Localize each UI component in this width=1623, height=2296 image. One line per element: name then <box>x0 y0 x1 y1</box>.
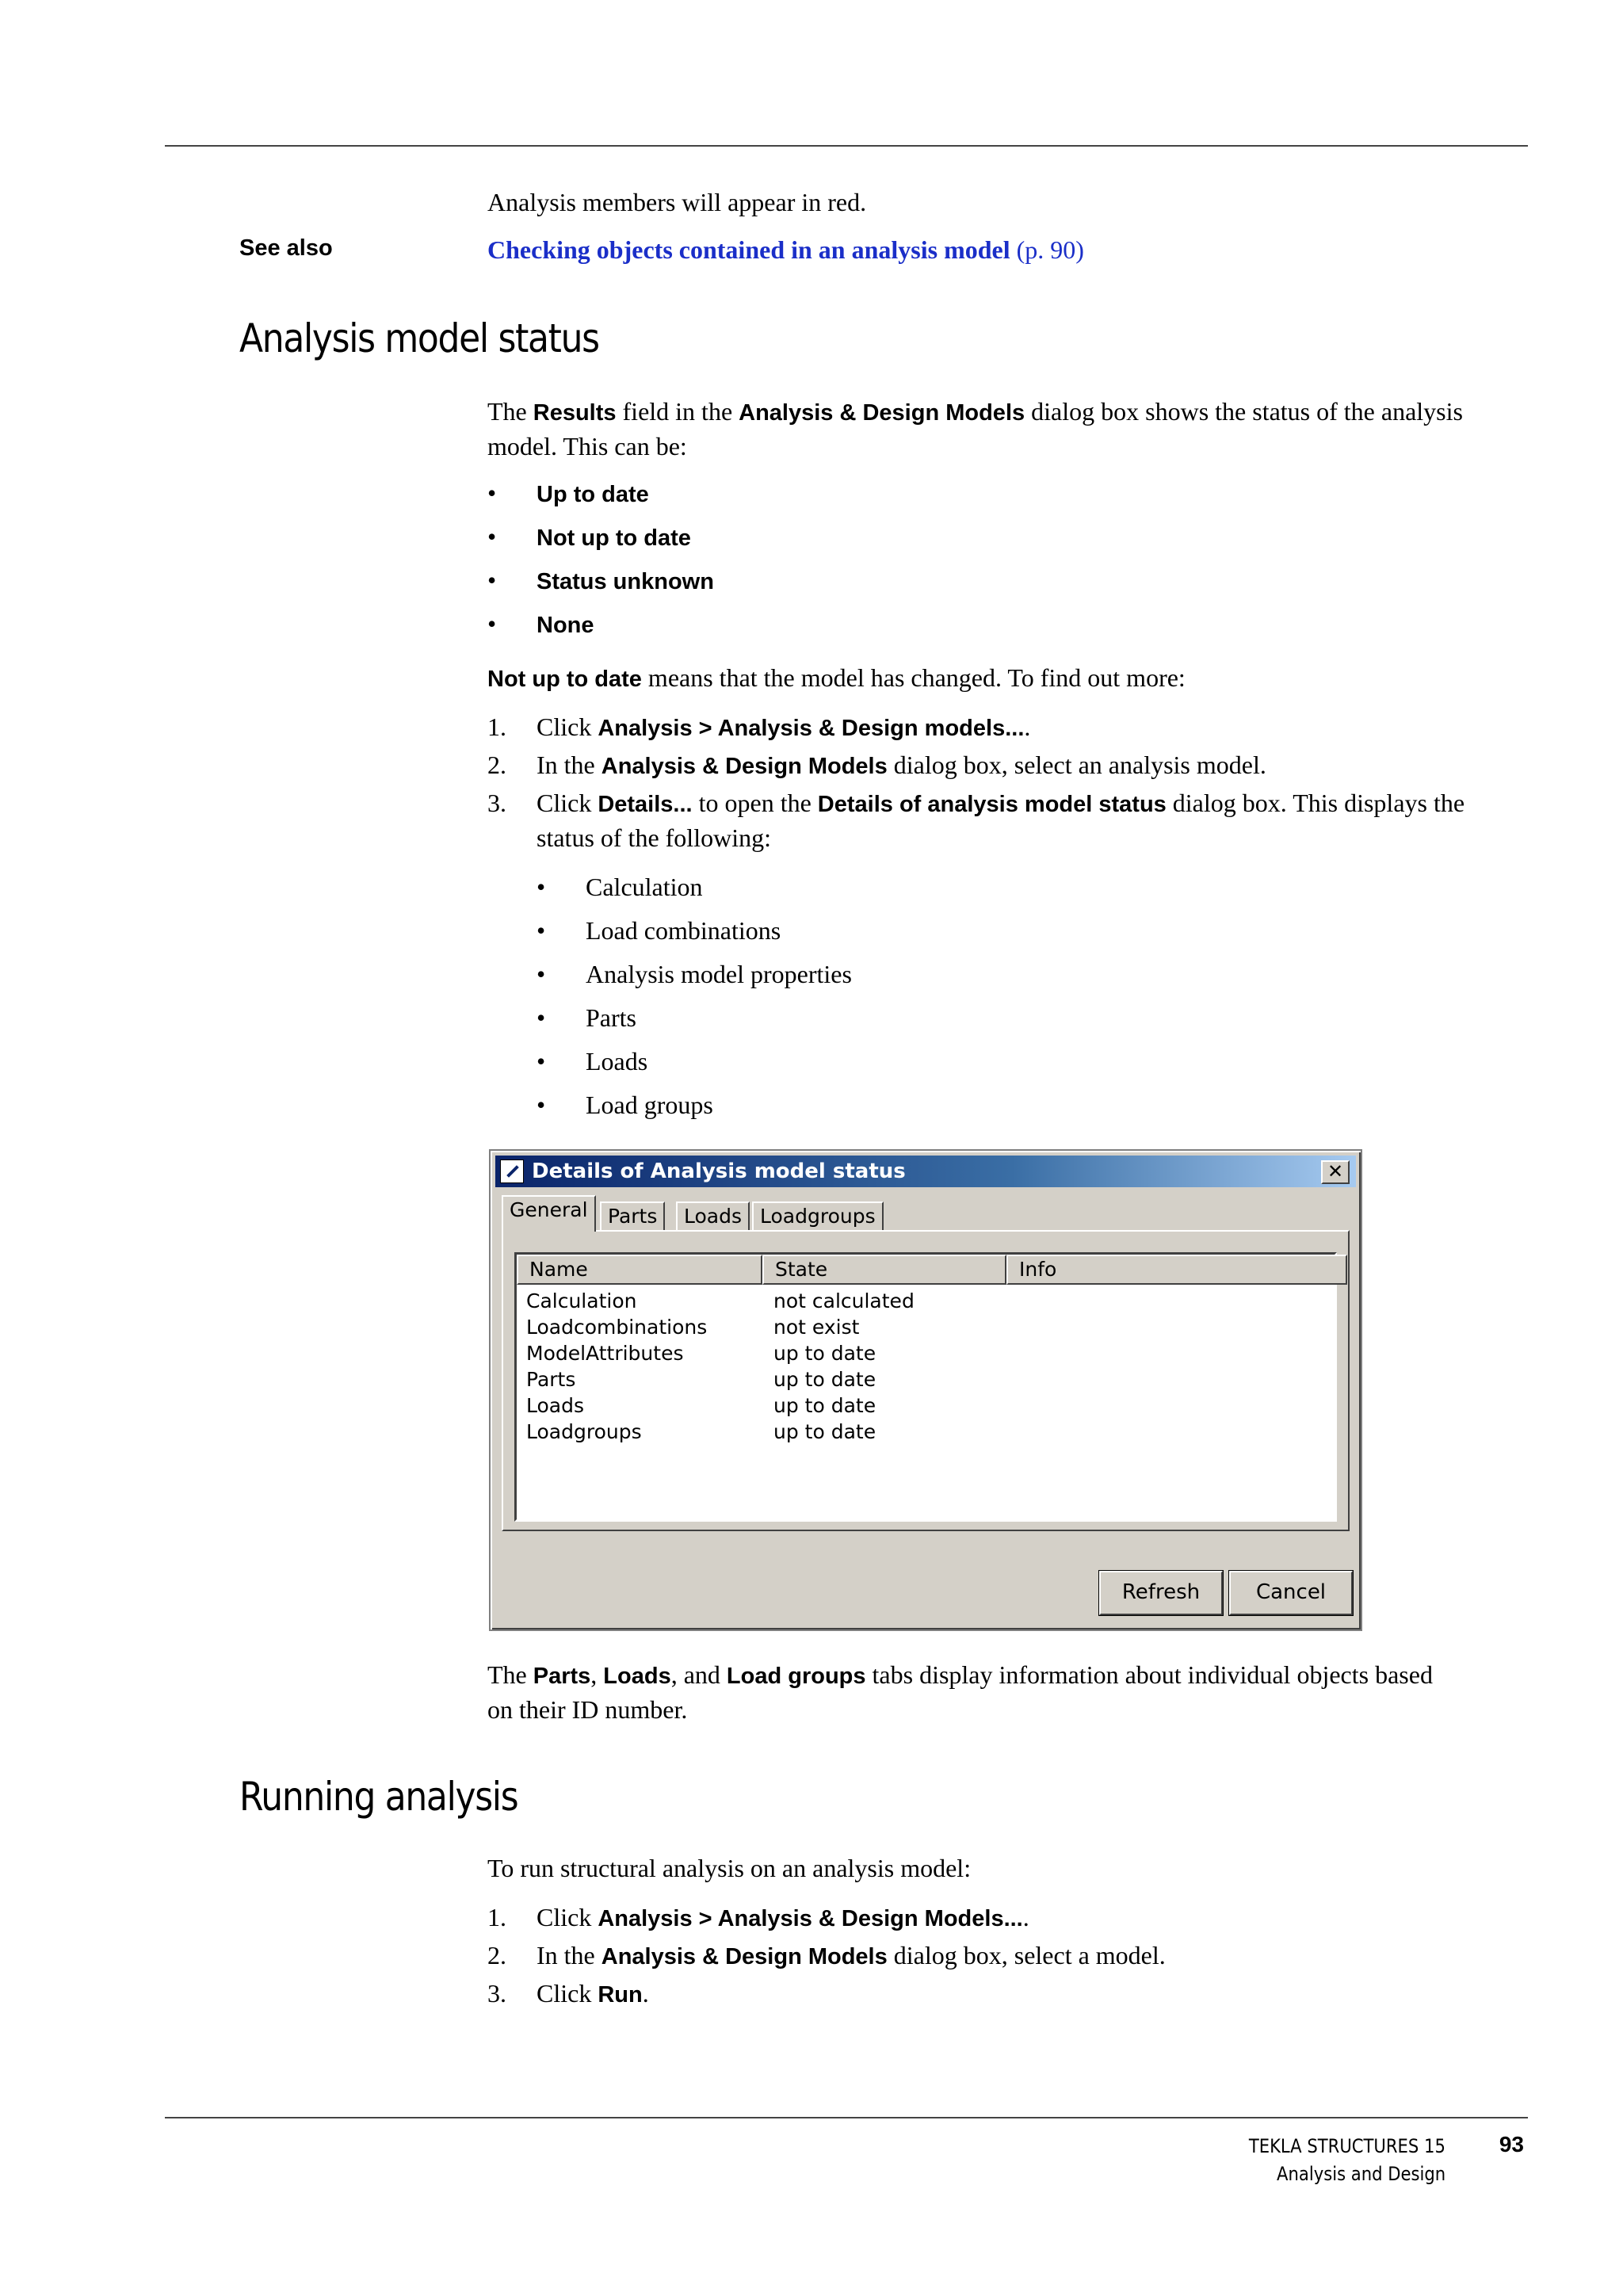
list-item: • Parts <box>537 1003 636 1032</box>
list-item: • None <box>487 609 594 638</box>
run-step-1: 1. Click Analysis > Analysis & Design Models.... <box>487 1903 1029 1931</box>
step-3: 3. Click Details... to open the Details of analysis model status dialog box. This displays the status of the following: <box>487 789 1465 852</box>
intro-text: Analysis members will appear in red. <box>487 188 867 216</box>
row-name: Loadgroups <box>526 1420 642 1443</box>
section-heading-analysis-model-status: Analysis model status <box>239 315 599 361</box>
general-tab-panel <box>502 1230 1350 1531</box>
row-state: not exist <box>773 1316 860 1339</box>
row-state: up to date <box>773 1342 876 1365</box>
running-intro: To run structural analysis on an analysis model: <box>487 1854 972 1882</box>
row-state: up to date <box>773 1368 876 1391</box>
tabs-explanation: The Parts, Loads, and Load groups tabs display information about individual objects based on their ID number. <box>487 1660 1433 1724</box>
not-up-to-date-note: Not up to date means that the model has changed. To find out more: <box>487 663 1186 692</box>
row-name: Loadcombinations <box>526 1316 708 1339</box>
see-also-link-text[interactable]: Checking objects contained in an analysis model <box>487 235 1010 264</box>
row-state: up to date <box>773 1420 876 1443</box>
close-icon[interactable]: ✕ <box>1321 1160 1350 1184</box>
list-item: • Calculation <box>537 873 703 901</box>
tab-parts[interactable]: Parts <box>600 1201 665 1230</box>
row-name: ModelAttributes <box>526 1342 684 1365</box>
row-name: Parts <box>526 1368 576 1391</box>
section-heading-running-analysis: Running analysis <box>239 1774 518 1820</box>
refresh-button[interactable]: Refresh <box>1099 1571 1223 1615</box>
run-step-2: 2. In the Analysis & Design Models dialog box, select a model. <box>487 1941 1166 1969</box>
status-list[interactable] <box>514 1252 1337 1522</box>
row-name: Calculation <box>526 1289 637 1312</box>
list-item: • Up to date <box>487 479 649 507</box>
cancel-button[interactable]: Cancel <box>1229 1571 1353 1615</box>
tab-general[interactable]: General <box>502 1195 596 1232</box>
row-state: up to date <box>773 1394 876 1417</box>
footer-rule <box>165 2117 1528 2118</box>
column-header-state[interactable]: State <box>762 1255 1006 1285</box>
column-header-info[interactable]: Info <box>1006 1255 1347 1285</box>
list-item: • Load combinations <box>537 916 781 945</box>
details-dialog <box>489 1149 1362 1631</box>
column-header-name[interactable]: Name <box>517 1255 762 1285</box>
status-paragraph: The Results field in the Analysis & Design Models dialog box shows the status of the analysis model. This can be: <box>487 397 1463 460</box>
list-item: • Loads <box>537 1047 648 1075</box>
row-name: Loads <box>526 1394 584 1417</box>
app-icon <box>500 1159 524 1183</box>
run-step-3: 3. Click Run. <box>487 1979 649 2008</box>
dialog-titlebar[interactable] <box>495 1156 1356 1187</box>
step-2: 2. In the Analysis & Design Models dialog box, select an analysis model. <box>487 751 1266 779</box>
list-item: • Load groups <box>537 1091 713 1119</box>
header-rule <box>165 145 1528 147</box>
see-also-page-ref[interactable]: (p. 90) <box>1016 235 1084 264</box>
list-item: • Analysis model properties <box>537 960 852 988</box>
footer-section: Analysis and Design <box>1276 2163 1445 2185</box>
footer-page-number: 93 <box>1499 2132 1524 2157</box>
row-state: not calculated <box>773 1289 915 1312</box>
tab-loads[interactable]: Loads <box>676 1201 750 1230</box>
dialog-title: Details of Analysis model status <box>532 1159 906 1183</box>
footer-product: TEKLA STRUCTURES 15 <box>1248 2135 1445 2157</box>
list-item: • Status unknown <box>487 566 714 594</box>
step-1: 1. Click Analysis > Analysis & Design models.... <box>487 712 1031 741</box>
list-item: • Not up to date <box>487 522 691 551</box>
see-also-link[interactable] <box>487 233 1084 266</box>
tab-loadgroups[interactable]: Loadgroups <box>752 1201 884 1230</box>
see-also-label: See also <box>239 235 333 261</box>
